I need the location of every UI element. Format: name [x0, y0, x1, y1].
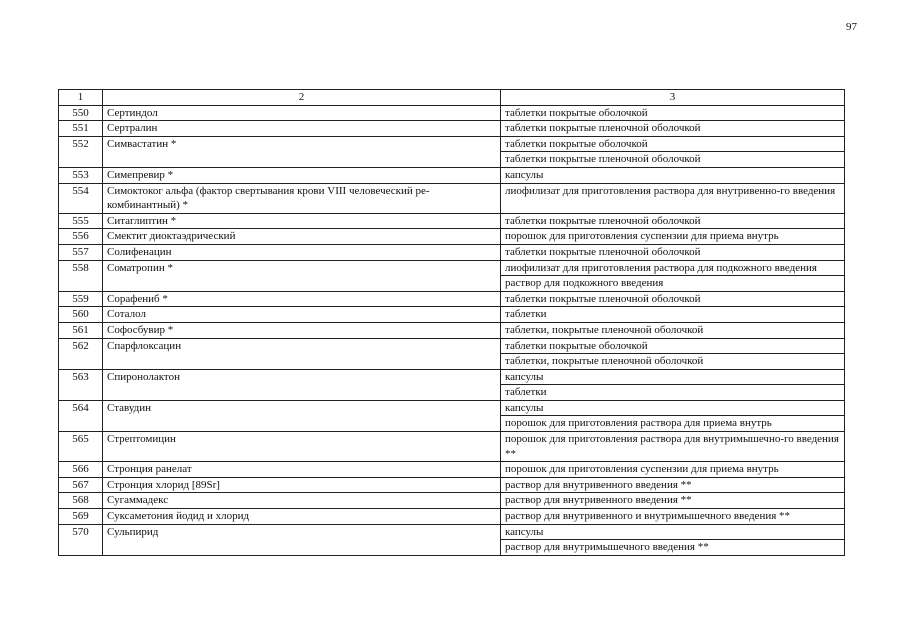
drug-name: Симоктоког альфа (фактор свертывания крови VIII человеческий ре-комбинантный) * — [103, 183, 501, 213]
table-row — [59, 291, 845, 307]
drug-name: Сертралин — [103, 121, 501, 137]
dosage-form: лиофилизат для приготовления раствора для подкожного введения — [501, 260, 845, 276]
row-number: 557 — [59, 244, 103, 260]
table-row — [59, 136, 845, 152]
dosage-form: таблетки покрытые пленочной оболочкой — [501, 213, 845, 229]
table-row — [59, 307, 845, 323]
row-number: 559 — [59, 291, 103, 307]
row-number: 566 — [59, 462, 103, 478]
drug-name: Сугаммадекс — [103, 493, 501, 509]
drug-name: Соматропин * — [103, 260, 501, 291]
column-header-number: 1 — [59, 90, 103, 106]
column-header-name: 2 — [103, 90, 501, 106]
dosage-form: раствор для подкожного введения — [501, 276, 845, 292]
dosage-form: капсулы — [501, 167, 845, 183]
dosage-form: лиофилизат для приготовления раствора для внутривенно-го введения — [501, 183, 845, 213]
row-number: 564 — [59, 400, 103, 431]
row-number: 560 — [59, 307, 103, 323]
drug-name: Ситаглиптин * — [103, 213, 501, 229]
dosage-form: порошок для приготовления раствора для внутримышечно-го введения ** — [501, 432, 845, 462]
drug-name: Стрептомицин — [103, 432, 501, 462]
dosage-form: раствор для внутривенного введения ** — [501, 477, 845, 493]
table-row — [59, 509, 845, 525]
row-number: 568 — [59, 493, 103, 509]
drug-name: Симепревир * — [103, 167, 501, 183]
drug-name: Сорафениб * — [103, 291, 501, 307]
table-row — [59, 369, 845, 385]
drug-table — [58, 89, 845, 556]
drug-name: Суксаметония йодид и хлорид — [103, 509, 501, 525]
drug-name: Софосбувир * — [103, 322, 501, 338]
row-number: 556 — [59, 229, 103, 245]
row-number: 570 — [59, 524, 103, 555]
dosage-form: раствор для внутривенного введения ** — [501, 493, 845, 509]
dosage-form: капсулы — [501, 400, 845, 416]
drug-name: Стронция хлорид [89Sr] — [103, 477, 501, 493]
dosage-form: таблетки покрытые пленочной оболочкой — [501, 152, 845, 168]
drug-name: Смектит диоктаэдрический — [103, 229, 501, 245]
dosage-form: порошок для приготовления суспензии для приема внутрь — [501, 229, 845, 245]
dosage-form: таблетки, покрытые пленочной оболочкой — [501, 354, 845, 370]
table-row — [59, 493, 845, 509]
dosage-form: таблетки покрытые пленочной оболочкой — [501, 244, 845, 260]
row-number: 555 — [59, 213, 103, 229]
table-row — [59, 524, 845, 540]
table-row — [59, 183, 845, 213]
table-row — [59, 105, 845, 121]
dosage-form: капсулы — [501, 369, 845, 385]
row-number: 567 — [59, 477, 103, 493]
table-row — [59, 338, 845, 354]
dosage-form: раствор для внутримышечного введения ** — [501, 540, 845, 556]
table-row — [59, 432, 845, 462]
dosage-form: таблетки, покрытые пленочной оболочкой — [501, 322, 845, 338]
drug-name: Соталол — [103, 307, 501, 323]
drug-name: Ставудин — [103, 400, 501, 431]
drug-name: Симвастатин * — [103, 136, 501, 167]
dosage-form: таблетки покрытые пленочной оболочкой — [501, 121, 845, 137]
drug-name: Спарфлоксацин — [103, 338, 501, 369]
table-row — [59, 244, 845, 260]
dosage-form: таблетки — [501, 307, 845, 323]
table-row — [59, 322, 845, 338]
row-number: 551 — [59, 121, 103, 137]
table-row — [59, 213, 845, 229]
drug-name: Сульпирид — [103, 524, 501, 555]
row-number: 558 — [59, 260, 103, 291]
table-row — [59, 121, 845, 137]
row-number: 550 — [59, 105, 103, 121]
table-row — [59, 400, 845, 416]
page-number: 97 — [846, 21, 857, 33]
column-header-form: 3 — [501, 90, 845, 106]
table-row — [59, 229, 845, 245]
dosage-form: таблетки покрытые оболочкой — [501, 338, 845, 354]
row-number: 561 — [59, 322, 103, 338]
row-number: 554 — [59, 183, 103, 213]
drug-name: Спиронолактон — [103, 369, 501, 400]
dosage-form: порошок для приготовления суспензии для приема внутрь — [501, 462, 845, 478]
row-number: 553 — [59, 167, 103, 183]
drug-name: Сертиндол — [103, 105, 501, 121]
dosage-form: таблетки покрытые оболочкой — [501, 105, 845, 121]
dosage-form: таблетки покрытые пленочной оболочкой — [501, 291, 845, 307]
row-number: 565 — [59, 432, 103, 462]
dosage-form: раствор для внутривенного и внутримышечного введения ** — [501, 509, 845, 525]
row-number: 552 — [59, 136, 103, 167]
dosage-form: порошок для приготовления раствора для приема внутрь — [501, 416, 845, 432]
dosage-form: таблетки покрытые оболочкой — [501, 136, 845, 152]
header-row — [59, 90, 845, 106]
table-row — [59, 260, 845, 276]
drug-name: Солифенацин — [103, 244, 501, 260]
dosage-form: таблетки — [501, 385, 845, 401]
table-row — [59, 477, 845, 493]
table-row — [59, 167, 845, 183]
row-number: 562 — [59, 338, 103, 369]
table-row — [59, 462, 845, 478]
row-number: 569 — [59, 509, 103, 525]
drug-name: Стронция ранелат — [103, 462, 501, 478]
row-number: 563 — [59, 369, 103, 400]
dosage-form: капсулы — [501, 524, 845, 540]
